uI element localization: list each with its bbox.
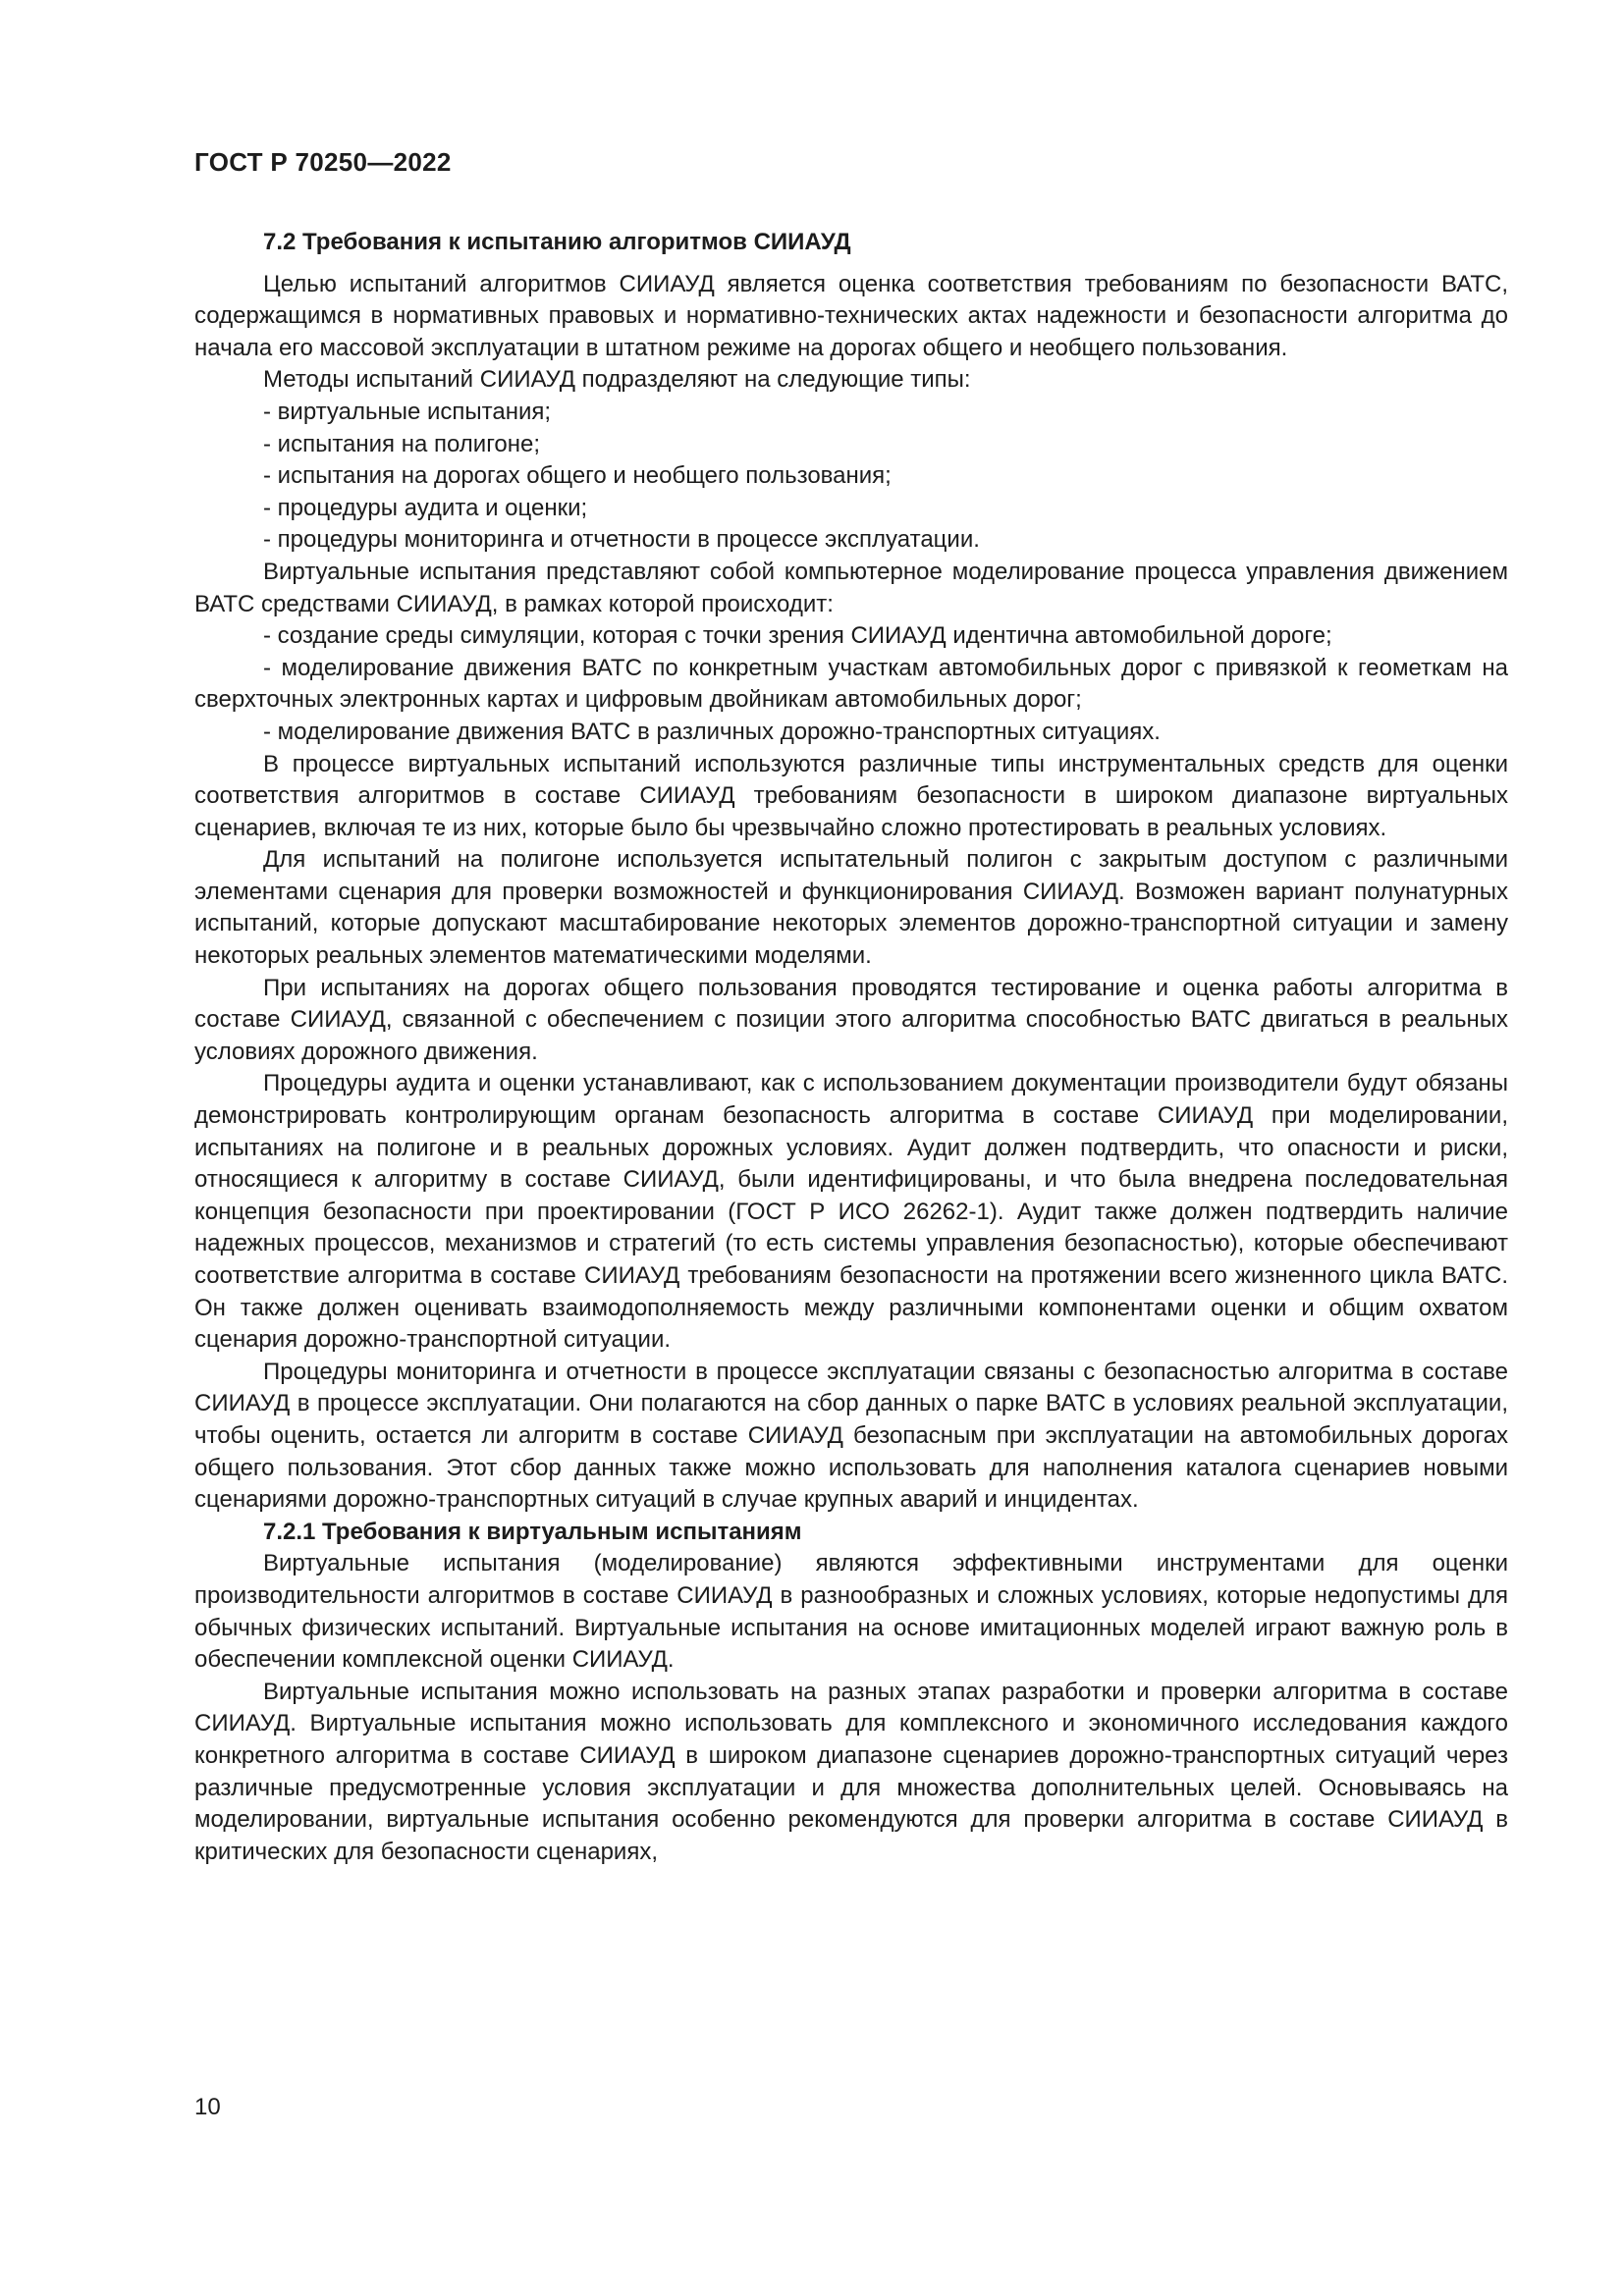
paragraph: Виртуальные испытания можно использовать на разных этапах разработки и проверки алгоритма в составе СИИАУД. Виртуальные испытания можно использовать для комплексного и экономичного исследования каждого конкретного алгоритма в составе СИИАУД в широком диапазоне сценариев дорожно-транспортных ситуаций через различные предусмотренные условия эксплуатации и для множества дополнительных целей. Основываясь на моделировании, виртуальные испытания особенно рекомендуются для проверки алгоритма в составе СИИАУД в критических для безопасности сценариях, xyxy=(194,1678,1508,1865)
list-item: - моделирование движения ВАТС в различных дорожно-транспортных ситуациях. xyxy=(263,718,1161,745)
document-code-header: ГОСТ Р 70250—2022 xyxy=(194,147,452,177)
paragraph: Целью испытаний алгоритмов СИИАУД является оценка соответствия требованиям по безопасности ВАТС, содержащимся в нормативных правовых и нормативно-технических актах надежности и безопасности алгоритма до начала его массовой эксплуатации в штатном режиме на дорогах общего и необщего пользования. xyxy=(194,270,1508,361)
section-heading: 7.2 Требования к испытанию алгоритмов СИИАУД xyxy=(263,229,851,255)
paragraph: В процессе виртуальных испытаний используются различные типы инструментальных средств для оценки соответствия алгоритмов в составе СИИАУД требованиям безопасности в широком диапазоне виртуальных сценариев, включая те из них, которые было бы чрезвычайно сложно протестировать в реальных условиях. xyxy=(194,750,1508,841)
document-page xyxy=(194,0,1508,2296)
page-number: 10 xyxy=(194,2094,221,2120)
subsection-heading: 7.2.1 Требования к виртуальным испытаниям xyxy=(263,1518,802,1545)
paragraph: Виртуальные испытания (моделирование) являются эффективными инструментами для оценки производительности алгоритмов в составе СИИАУД в разнообразных и сложных условиях, которые недопустимы для обычных физических испытаний. Виртуальные испытания на основе имитационных моделей играют важную роль в обеспечении комплексной оценки СИИАУД. xyxy=(194,1550,1508,1674)
list-item: - моделирование движения ВАТС по конкретным участкам автомобильных дорог с привязкой к геометкам на сверхточных электронных картах и цифровым двойникам автомобильных дорог; xyxy=(194,654,1508,714)
list-item: - испытания на полигоне; xyxy=(263,430,541,457)
paragraph: Методы испытаний СИИАУД подразделяют на следующие типы: xyxy=(263,366,971,394)
document-body xyxy=(194,227,1508,1868)
list-item: - испытания на дорогах общего и необщего пользования; xyxy=(263,462,892,490)
list-item: - создание среды симуляции, которая с точки зрения СИИАУД идентична автомобильной дороге; xyxy=(263,622,1332,650)
list-item: - процедуры мониторинга и отчетности в процессе эксплуатации. xyxy=(263,526,980,554)
paragraph: При испытаниях на дорогах общего пользования проводятся тестирование и оценка работы алгоритма в составе СИИАУД, связанной с обеспечением с позиции этого алгоритма способностью ВАТС двигаться в реальных условиях дорожного движения. xyxy=(194,974,1508,1065)
paragraph: Для испытаний на полигоне используется испытательный полигон с закрытым доступом с различными элементами сценария для проверки возможностей и функционирования СИИАУД. Возможен вариант полунатурных испытаний, которые допускают масштабирование некоторых элементов дорожно-транспортной ситуации и замену некоторых реальных элементов математическими моделями. xyxy=(194,846,1508,970)
list-item: - процедуры аудита и оценки; xyxy=(263,494,588,521)
paragraph: Процедуры аудита и оценки устанавливают, как с использованием документации производители будут обязаны демонстрировать контролирующим органам безопасность алгоритма в составе СИИАУД при моделировании, испытаниях на полигоне и в реальных дорожных условиях. Аудит должен подтвердить, что опасности и риски, относящиеся к алгоритму в составе СИИАУД, были идентифицированы, и что была внедрена последовательная концепция безопасности при проектировании (ГОСТ Р ИСО 26262-1). Аудит также должен подтвердить наличие надежных процессов, механизмов и стратегий (то есть системы управления безопасностью), которые обеспечивают соответствие алгоритма в составе СИИАУД требованиям безопасности на протяжении всего жизненного цикла ВАТС. Он также должен оценивать взаимодополняемость между различными компонентами оценки и общим охватом сценария дорожно-транспортной ситуации. xyxy=(194,1070,1508,1354)
list-item: - виртуальные испытания; xyxy=(263,398,552,425)
paragraph: Процедуры мониторинга и отчетности в процессе эксплуатации связаны с безопасностью алгоритма в составе СИИАУД в процессе эксплуатации. Они полагаются на сбор данных о парке ВАТС в условиях реальной эксплуатации, чтобы оценить, остается ли алгоритм в составе СИИАУД безопасным при эксплуатации на автомобильных дорогах общего пользования. Этот сбор данных также можно использовать для наполнения каталога сценариев новыми сценариями дорожно-транспортных ситуаций в случае крупных аварий и инцидентах. xyxy=(194,1358,1508,1514)
paragraph: Виртуальные испытания представляют собой компьютерное моделирование процесса управления движением ВАТС средствами СИИАУД, в рамках которой происходит: xyxy=(194,558,1508,617)
